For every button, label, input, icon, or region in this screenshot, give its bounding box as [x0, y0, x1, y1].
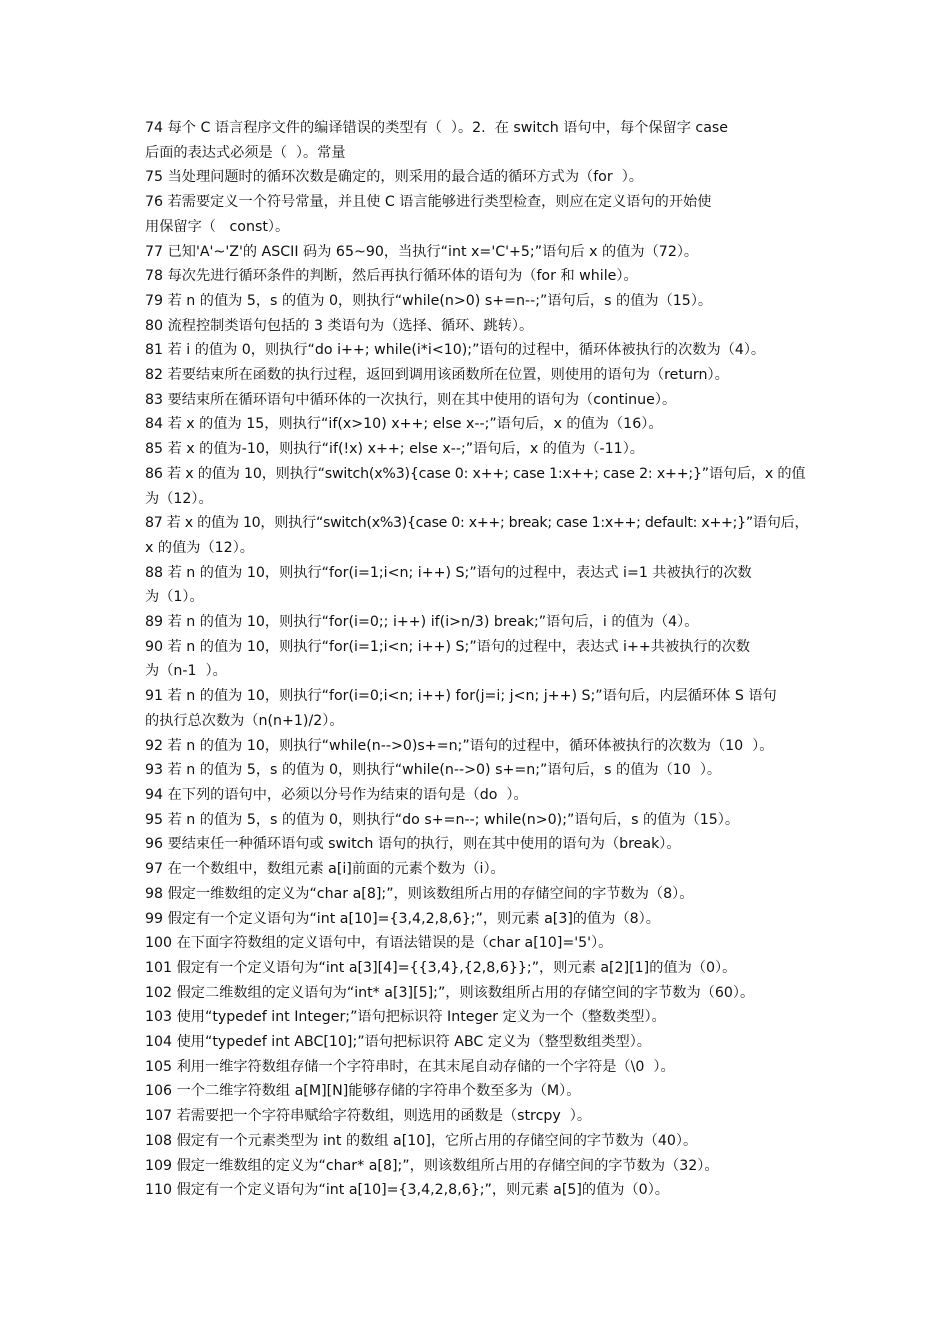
text-line: 80 流程控制类语句包括的 3 类语句为（选择、循环、跳转）。 — [145, 317, 534, 334]
text-line: 79 若 n 的值为 5，s 的值为 0，则执行“while(n>0) s+=n--;”语句后，s 的值为（15）。 — [145, 292, 713, 309]
text-line: 为（1）。 — [145, 589, 204, 606]
text-line: 106 一个二维字符数组 a[M][N]能够存储的字符串个数至多为（M）。 — [145, 1083, 581, 1100]
text-line: 83 要结束所在循环语句中循环体的一次执行，则在其中使用的语句为（continue）。 — [145, 391, 677, 408]
text-line: 78 每次先进行循环条件的判断，然后再执行循环体的语句为（for 和 while）。 — [145, 268, 638, 285]
text-line: 94 在下列的语句中，必须以分号作为结束的语句是（do ）。 — [145, 786, 528, 803]
text-line: 后面的表达式必须是（ ）。常量 — [145, 144, 346, 161]
text-line: 97 在一个数组中，数组元素 a[i]前面的元素个数为（i）。 — [145, 861, 505, 878]
text-line: 用保留字（ const）。 — [145, 218, 290, 235]
text-line: 95 若 n 的值为 5，s 的值为 0，则执行“do s+=n--; while(n>0);”语句后，s 的值为（15）。 — [145, 811, 740, 828]
text-line: 84 若 x 的值为 15，则执行“if(x>10) x++; else x--;”语句后，x 的值为（16）。 — [145, 416, 663, 433]
text-line: 77 已知'A'~'Z'的 ASCII 码为 65~90，当执行“int x='C'+5;”语句后 x 的值为（72）。 — [145, 243, 699, 260]
text-line: 100 在下面字符数组的定义语句中，有语法错误的是（char a[10]='5'）。 — [145, 935, 613, 952]
text-line: 85 若 x 的值为-10，则执行“if(!x) x++; else x--;”语句后，x 的值为（-11）。 — [145, 441, 644, 458]
text-line: 108 假定有一个元素类型为 int 的数组 a[10]，它所占用的存储空间的字节数为（40）。 — [145, 1132, 698, 1149]
text-line: x 的值为（12）。 — [145, 539, 254, 556]
text-line: 99 假定有一个定义语句为“int a[10]={3,4,2,8,6};”，则元素 a[3]的值为（8）。 — [145, 910, 660, 927]
text-line: 82 若要结束所在函数的执行过程，返回到调用该函数所在位置，则使用的语句为（return）。 — [145, 367, 729, 384]
text-line: 86 若 x 的值为 10，则执行“switch(x%3){case 0: x++; case 1:x++; case 2: x++;}”语句后，x 的值 — [145, 465, 806, 482]
text-line: 93 若 n 的值为 5，s 的值为 0，则执行“while(n-->0) s+=n;”语句后，s 的值为（10 ）。 — [145, 762, 722, 779]
text-line: 74 每个 C 语言程序文件的编译错误的类型有（ ）。2. 在 switch 语句中，每个保留字 case — [145, 120, 729, 136]
text-line: 90 若 n 的值为 10，则执行“for(i=1;i<n; i++) S;”语句的过程中，表达式 i++共被执行的次数 — [145, 638, 751, 655]
text-line: 为（n-1 ）。 — [145, 663, 227, 680]
text-line: 91 若 n 的值为 10，则执行“for(i=0;i<n; i++) for(j=i; j<n; j++) S;”语句后，内层循环体 S 语句 — [145, 688, 777, 705]
text-line: 88 若 n 的值为 10，则执行“for(i=1;i<n; i++) S;”语句的过程中，表达式 i=1 共被执行的次数 — [145, 564, 752, 581]
text-line: 76 若需要定义一个符号常量，并且使 C 语言能够进行类型检查，则应在定义语句的开始使 — [145, 194, 712, 211]
text-line: 的执行总次数为（n(n+1)/2）。 — [145, 712, 344, 729]
text-line: 103 使用“typedef int Integer;”语句把标识符 Integer 定义为一个（整数类型）。 — [145, 1009, 666, 1026]
text-line: 75 当处理问题时的循环次数是确定的，则采用的最合适的循环方式为（for ）。 — [145, 169, 643, 186]
text-line: 89 若 n 的值为 10，则执行“for(i=0;; i++) if(i>n/3) break;”语句后，i 的值为（4）。 — [145, 614, 699, 631]
text-line: 102 假定二维数组的定义语句为“int* a[3][5];”，则该数组所占用的存储空间的字节数为（60）。 — [145, 984, 755, 1001]
text-line: 105 利用一维字符数组存储一个字符串时，在其末尾自动存储的一个字符是（\0 ）。 — [145, 1058, 675, 1075]
document-body — [145, 116, 810, 1203]
text-line: 110 假定有一个定义语句为“int a[10]={3,4,2,8,6};”，则元素 a[5]的值为（0）。 — [145, 1182, 669, 1199]
text-line: 109 假定一维数组的定义为“char* a[8];”，则该数组所占用的存储空间的字节数为（32）。 — [145, 1157, 719, 1174]
text-line: 98 假定一维数组的定义为“char a[8];”，则该数组所占用的存储空间的字节数为（8）。 — [145, 885, 694, 902]
text-line: 96 要结束任一种循环语句或 switch 语句的执行，则在其中使用的语句为（break）。 — [145, 836, 681, 853]
text-line: 107 若需要把一个字符串赋给字符数组，则选用的函数是（strcpy ）。 — [145, 1108, 592, 1125]
text-line: 81 若 i 的值为 0，则执行“do i++; while(i*i<10);”语句的过程中，循环体被执行的次数为（4）。 — [145, 342, 766, 359]
text-line: 92 若 n 的值为 10，则执行“while(n-->0)s+=n;”语句的过程中，循环体被执行的次数为（10 ）。 — [145, 737, 774, 754]
text-line: 为（12）。 — [145, 490, 213, 507]
text-line: 87 若 x 的值为 10，则执行“switch(x%3){case 0: x++; break; case 1:x++; default: x++;}”语句后， — [145, 515, 809, 532]
text-line: 101 假定有一个定义语句为“int a[3][4]={{3,4},{2,8,6}};”，则元素 a[2][1]的值为（0）。 — [145, 959, 737, 976]
text-line: 104 使用“typedef int ABC[10];”语句把标识符 ABC 定义为（整型数组类型）。 — [145, 1034, 651, 1051]
